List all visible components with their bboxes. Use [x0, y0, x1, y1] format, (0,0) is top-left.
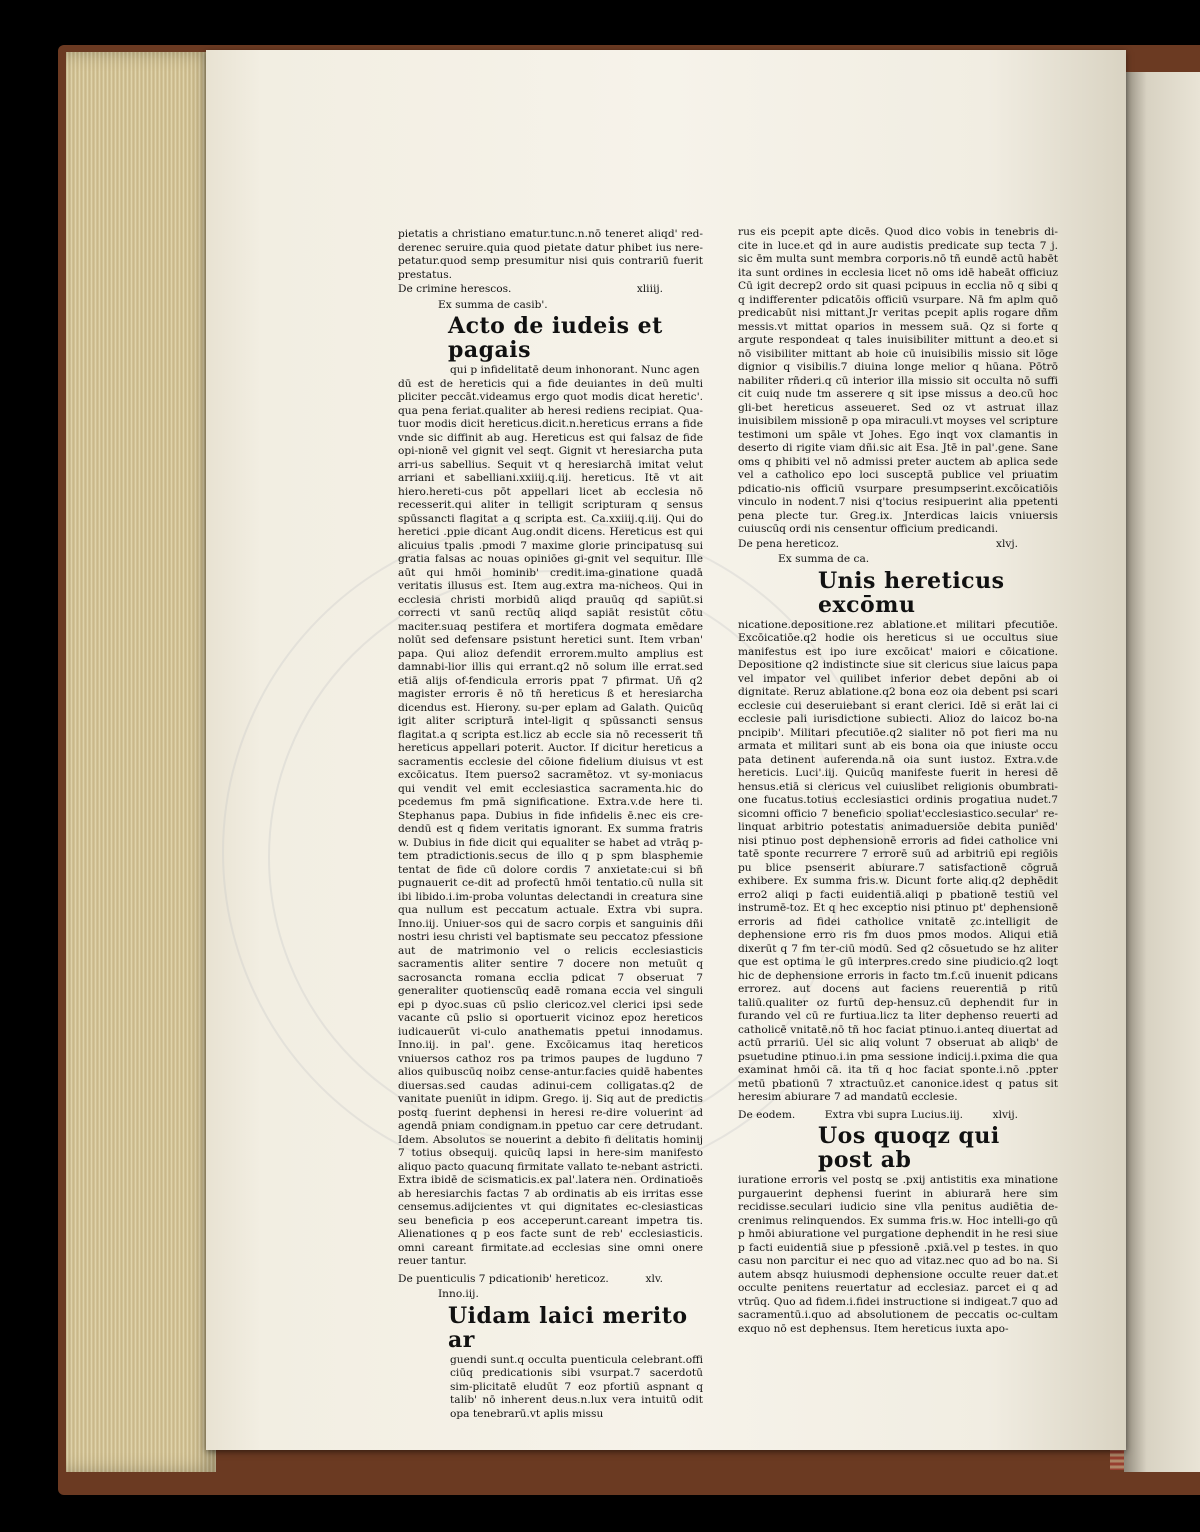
left-body-1: dū est de hereticis qui a fide deuiantes in deū multi pliciter peccāt.videamus ergo quot modis dicat heretic'. qua pena feriat.qualiter ab heresi rediens recipiat. Qua-tuor modis dicit hereticus.dicit.n.hereticus errans a fide vnde sic diffinit ab aug. Hereticus est qui falsaz de fide opi-nionē vel gignit vel seqt. Gignit vt heresiarcha puta arri-us sabellius. Sequit vt q heresiarchā imitat velut arriani et sabelliani.xxiiij.q.iij. hereticus. Itē vt ait hiero.hereti-cus pōt appellari licet ab ecclesia nō recesserit.qui aliter in telligit scripturam q sensus spūssancti flagitat a q scripta est. Ca.xxiiij.q.iij. Qui do heretici .ppie dicant Aug.ondit dicens. Hereticus est qui alicuius tpalis .pmodi 7 maxime glorie principatusq sui gratia falsas ac nouas opiniōes gi-gnit vel sequitur. Ille aūt qui hmōi hominib' credit.ima-ginatione quadā veritatis illusus est. Item aug.extra ma-nicheos. Qui in ecclesia christi morbidū aliqd prauūq qd sapiūt.si correcti vt sanū rectūq aliqd sapiāt resistūt cōtu maciter.suaq pestifera et mortifera dogmata emēdare nolūt sed defensare psistunt heretici sunt. Item vrban' papa. Qui alioz defendit errorem.multo amplius est damnabi-lior illis qui errant.q2 nō solum ille errat.sed etiā alijs of-fendicula erroris ppat 7 pfirmat. Uñ q2 magister erroris ē nō tñ hereticus ß et heresiarcha dicendus est. Hierony. su-per eplam ad Galath. Quicūq igit aliter scripturā intel-ligit q spūssancti sensus flagitat.a q scripta est.licz ab eccle sia nō recesserit tñ hereticus appellari poterit. Auctor. If dicitur hereticus a sacramentis ecclesie del cōione fidelium diuisus vt est excōicatus. Item puerso2 sacramētoz. vt sy-moniacus qui vendit vel emit ecclesiastica sacramenta.hic do pcedemus fm pmā significatione. Extra.v.de here ti. Stephanus papa. Dubius in fide infidelis ē.nec eis cre-dendū est q fidem veritatis ignorant. Ex summa fratris w. Dubius in fide dicit qui equaliter se habet ad vtrāq p-tem ptradictionis.secus de illo q p spm blasphemie tentat de fide cū dolore cordis 7 anxietate:cui si bñ pugnauerit ce-dit ad profectū hmōi tentatio.cū nulla sit ibi libido.i.im-proba voluntas delectandi in creatura sine qua nullum est peccatum actuale. Extra vbi supra. Inno.iij. Uniuer-sos qui de sacro corpis et sanguinis dñi nostri iesu christi vel baptismate seu peccatoz pfessione aut de matrimonio vel o relicis ecclesiasticis sacramentis aliter sentire 7 docere non metuūt q sacrosancta romana ecclia pdicat 7 obseruat 7 generaliter quotienscūq eadē romana eccia vel singuli epi p dyoc.suas cū pslio clericoz.vel clerici ipsi sede vacante cū pslio si oportuerit vicinoz epoz hereticos iudicauerūt vi-culo anathematis ppetui innodamus. Inno.iij. in pal'. gene. Excōicamus itaq hereticos vniuersos cathoz ros pa trimos paupes de lugduno 7 alios quibuscūq noibz cense-antur.facies quidē habentes diuersas.sed caudas adinui-cem colligatas.q2 de vanitate pueniūt in idipm. Grego. ij. Siq aut de predictis postq fuerint dephensi in heresi re-dire voluerint ad agendā pniam condignam.in ppetuo car cere detrudant. Idem. Absolutos se nouerint a debito fi delitatis hominij 7 totius obsequij. quicūq lapsi in here-sim manifesto aliquo pacto quacunq firmitate vallato te-nebant astricti. Extra ibidē de scismaticis.ex pal'.latera nen. Ordinatioēs ab heresiarchis factas 7 ab ordinatis ab eis irritas esse censemus.adijcientes vt qui dignitates ec-clesiasticas seu beneficia p eos acceperunt.careant impetra tis. Alienationes q p eos facte sunt de reb' ecclesiasticis. omni careant firmitate.ad ecclesias sine omni onere reuer tantur.: [398, 377, 703, 1267]
left-intro-text: pietatis a christiano ematur.tunc.n.nō teneret aliqd' red-derenec seruire.quia quod pietate datur phibet ius nere-petatur.quod semp presumitur nisi quis contrariū fuerit prestatus.: [398, 228, 703, 281]
rubric-title: De eodem.: [738, 1108, 796, 1121]
rubric-title: De puenticulis 7 pdicationib' hereticoz.: [398, 1272, 609, 1285]
rubric-number: xlvij.: [992, 1108, 1018, 1121]
left-body-2: guendi sunt.q occulta puenticula celebrant.offi ciūq predicationis sibi vsurpat.7 sacerdotū sim-plicitatē eludūt 7 eoz pfortiū aspnant q talib' nō inherent deus.n.lux vera intuitū odit opa tenebrarū.vt aplis missu: [450, 1353, 703, 1420]
rubric-number: xlv.: [645, 1272, 663, 1285]
left-summa-1: Ex summa de casib'.: [438, 298, 548, 311]
left-heading-1-continuation: qui p infidelitatē deum inhonorant. Nunc agen: [450, 364, 700, 376]
left-heading-1: Acto de iudeis et pagais: [448, 313, 663, 363]
left-summa-2: Inno.iij.: [438, 1288, 479, 1300]
rubric-number: xlvj.: [996, 537, 1018, 550]
rubric-title: De pena hereticoz.: [738, 537, 840, 550]
page-edges: [66, 52, 216, 1472]
right-body-2: nicatione.depositione.rez ablatione.et militari pfecutiōe. Excōicatiōe.q2 hodie ois hereticus si ue occultus siue manifestus est ipo iure excōicat' maiori e cōicatione. Depositione q2 indistincte siue sit clericus siue laicus papa vel impator vel quilibet inferior debet depōni ab oi dignitate. Reruz ablatione.q2 bona eoz oia debent psi scari ecclesie cui deseruiebant si erant clerici. Idē si erāt lai ci ecclesie pali iurisdictione subiecti. Alioz do laicoz bo-na pncipib'. Militari pfecutiōe.q2 sialiter nō pot fieri ma nu armata et militari sunt ab eis bona oia que iniuste occu pata detinent auferenda.nā oia sunt iustoz. Extra.v.de hereticis. Luci'.iij. Quicūq manifeste fuerit in heresi dē hensus.etiā si clericus vel cuiuslibet religionis obumbrati-one fucatus.totius ecclesiastici ordinis progatiua nudet.7 sicomni officio 7 beneficio spoliat'ecclesiastico.secular' re-linquat arbitrio potestatis animaduersiōe debita puniēd' nisi ptinuo post dephensionē erroris ad fidei catholice vni tatē sponte recurrere 7 errorē suū ad arbitriū epi regiōis pu blice psenserit abiurare.7 satisfactionē cōgruā exhibere. Ex summa fris.w. Dicunt forte aliq.q2 dephēdit erro2 aliqi p facti euidentiā.aliqi p pbationē testiū vel instrumē-toz. Et q hec exceptio nisi ptinuo pt' dephensionē erroris ad fidei catholice vnitatē ẓc.intelligit de dephensione erro ris fm duos pmos modos. Aliqui etiā dixerūt q 7 fm ter-ciū modū. Sed q2 cōsuetudo se hz aliter que est optima le gū interpres.credo sine piudicio.q2 loqt hic de dephensione erroris in facto tm.f.cū inuenit pdicans errorez. aut docens aut faciens reuerentiā p ritū taliū.qualiter oz furtū dep-hensuz.cū dephendit fur in furando vel cū re furtiua.licz ta liter dephenso reuerti ad catholicē vnitatē.nō tñ hoc faciat ptinuo.i.anteq diuertat ad actū prrariū. Uel sic aliq volunt 7 obseruat ab aliqb' de psuetudine ptinuo.i.in pma sessione indicij.i.pxima die qua examinat hmōi cā. ita tñ q hoc faciat sponte.i.nō .ppter metū pbationū 7 xtractuūz.et canonice.idest q patus sit heresim abiurare 7 ad mandatū ecclesie.: [738, 618, 1058, 1103]
right-rubric-2: [738, 1109, 1058, 1123]
facing-page-edge: [1124, 72, 1200, 1472]
right-body-1: rus eis pcepit apte dicēs. Quod dico vobis in tenebris di-cite in luce.et qd in aure audistis predicate sup tecta 7 j. sic ēm multa sunt membra corporis.nō tñ eundē actū habēt ita sunt ordines in ecclesia licet nō oms idē habeāt officiuz Cū igit decrep2 ordo sit quasi pcipuus in ecclia nō q sibi q q indifferenter pdicatōis officiū vsurpare. Nā fm aplm quō predicabūt nisi mittant.Jr veritas pcepit aplis rogare dñm messis.vt mittat oparios in messem suā. Qz si forte q argute respondeat q tales inuisibiliter mittunt a deo.et si nō visibiliter mittant ab hoie cū inuisibilis missio sit lōge dignior q visibilis.7 diuina longe melior q hūana. Pōtrō nabiliter rñderi.q cū interior illa missio sit occulta nō suffi cit cuiq nude tm asserere q sit ipse missus a deo.cū hoc gli-bet hereticus asseueret. Sed oz vt astruat illaz inuisibilem missionē p opa miraculi.vt moyses vel scripture testimoni um spāle vt Johes. Ego inqt vox clamantis in deserto di rigite viam dñi.sic ait Esa. Jtē in pal'.gene. Sane oms q phibiti vel nō admissi preter auctem ab aplica sede vel a catholico epo loci susceptā publice vel priuatim pdicatio-nis officiū vsurpare presumpserint.excōicatiōis vinculo in nodent.7 nisi q'tocius resipuerint alia ppetenti pena plecte tur. Greg.ix. Jnterdicas laicis vniuersis cuiuscūq ordi nis censentur officium predicandi.: [738, 226, 1058, 535]
right-summa-1: Ex summa de ca.: [778, 553, 870, 565]
right-rubric-1: [738, 538, 1058, 552]
right-column: [738, 226, 1058, 1336]
left-rubric-1: [398, 283, 703, 297]
right-heading-2: Uos quoqz qui post ab: [818, 1123, 1000, 1173]
right-summa-2: Extra vbi supra Lucius.iij.: [824, 1108, 964, 1121]
right-body-3: iuratione erroris vel postq se .pxij antistitis exa minatione purgauerint dephensi fuerint in abiurarā here sim recidisse.seculari iudicio sine vlla penitus audiētia de-crenimus relinquendos. Ex summa fris.w. Hoc intelli-go qū p hmōi abiuratione vel purgatione dephendit in he resi siue p facti euidentiā siue p pfessionē .pxiā.vel p testes. in quo casu non parcitur ei nec quo ad vitaz.nec quo ad bo na. Si autem absqz huiusmodi dephensione occulte reuer dat.et occulte penitens reuertatur ad ecclesiaz. parcet ei q ad vtrūq. Quo ad fidem.i.fidei instructione si indigeat.7 quo ad sacramentū.i.quo ad absolutionem de peccatis oc-cultam exquo nō est dephensus. Item hereticus iuxta apo-: [738, 1174, 1058, 1335]
left-rubric-2: [398, 1273, 703, 1287]
rubric-number: xliiij.: [636, 283, 663, 295]
right-heading-1: Unis hereticus excōmu: [818, 567, 1005, 618]
left-column: [398, 228, 703, 1421]
rubric-title: De crimine herescos.: [398, 283, 512, 295]
left-heading-2: Uidam laici merito ar: [448, 1302, 688, 1353]
